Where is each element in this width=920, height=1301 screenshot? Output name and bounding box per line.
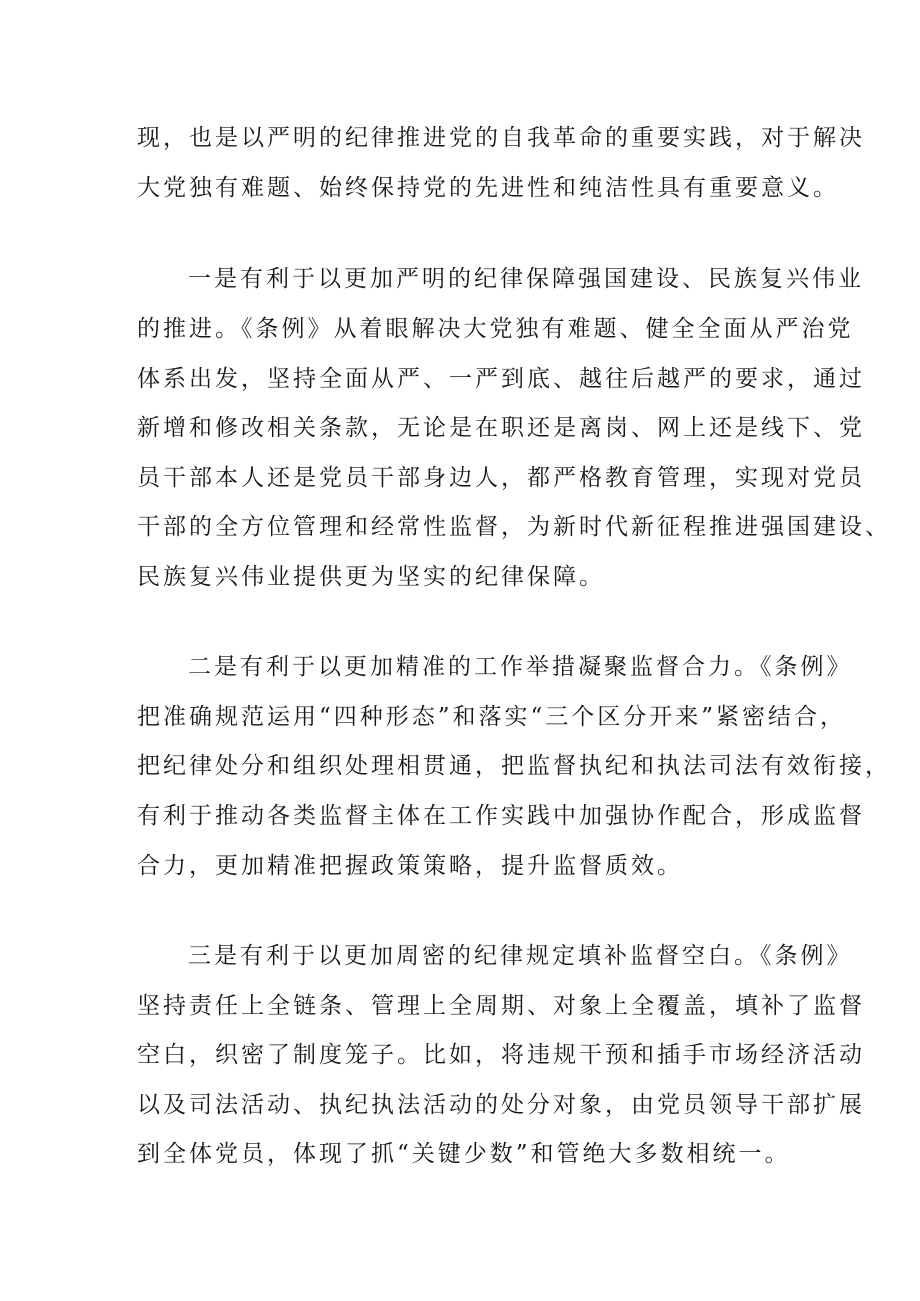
text-line: 有利于推动各类监督主体在工作实践中加强协作配合，形成监督 bbox=[137, 803, 865, 829]
text-line: 的推进。《条例》从着眼解决大党独有难题、健全全面从严治党 bbox=[137, 316, 854, 342]
text-line: 到全体党员，体现了抓“关键少数”和管绝大多数相统一。 bbox=[137, 1141, 791, 1167]
text-line: 民族复兴伟业提供更为坚实的纪律保障。 bbox=[137, 564, 605, 590]
text-line: 三是有利于以更加周密的纪律规定填补监督空白。《条例》 bbox=[188, 943, 853, 969]
text-line: 坚持责任上全链条、管理上全周期、对象上全覆盖，填补了监督 bbox=[137, 993, 865, 1019]
text-line: 二是有利于以更加精准的工作举措凝聚监督合力。《条例》 bbox=[188, 654, 853, 680]
text-line: 空白，织密了制度笼子。比如，将违规干预和插手市场经济活动 bbox=[137, 1042, 865, 1068]
text-line: 合力，更加精准把握政策策略，提升监督质效。 bbox=[137, 853, 683, 879]
text-line: 把准确规范运用“四种形态”和落实“三个区分开来”紧密结合， bbox=[137, 704, 847, 730]
text-line: 干部的全方位管理和经常性监督，为新时代新征程推进强国建设、 bbox=[137, 514, 891, 540]
text-line: 新增和修改相关条款，无论是在职还是离岗、网上还是线下、党 bbox=[137, 415, 865, 441]
text-line: 员干部本人还是党员干部身边人，都严格教育管理，实现对党员 bbox=[137, 465, 865, 491]
text-line: 体系出发，坚持全面从严、一严到底、越往后越严的要求，通过 bbox=[137, 366, 865, 392]
text-line: 现，也是以严明的纪律推进党的自我革命的重要实践，对于解决 bbox=[137, 125, 865, 151]
text-line: 以及司法活动、执纪执法活动的处分对象，由党员领导干部扩展 bbox=[137, 1092, 865, 1118]
text-line: 把纪律处分和组织处理相贯通，把监督执纪和执法司法有效衔接， bbox=[137, 753, 891, 779]
text-line: 大党独有难题、始终保持党的先进性和纯洁性具有重要意义。 bbox=[137, 175, 839, 201]
text-line: 一是有利于以更加严明的纪律保障强国建设、民族复兴伟业 bbox=[188, 266, 864, 292]
